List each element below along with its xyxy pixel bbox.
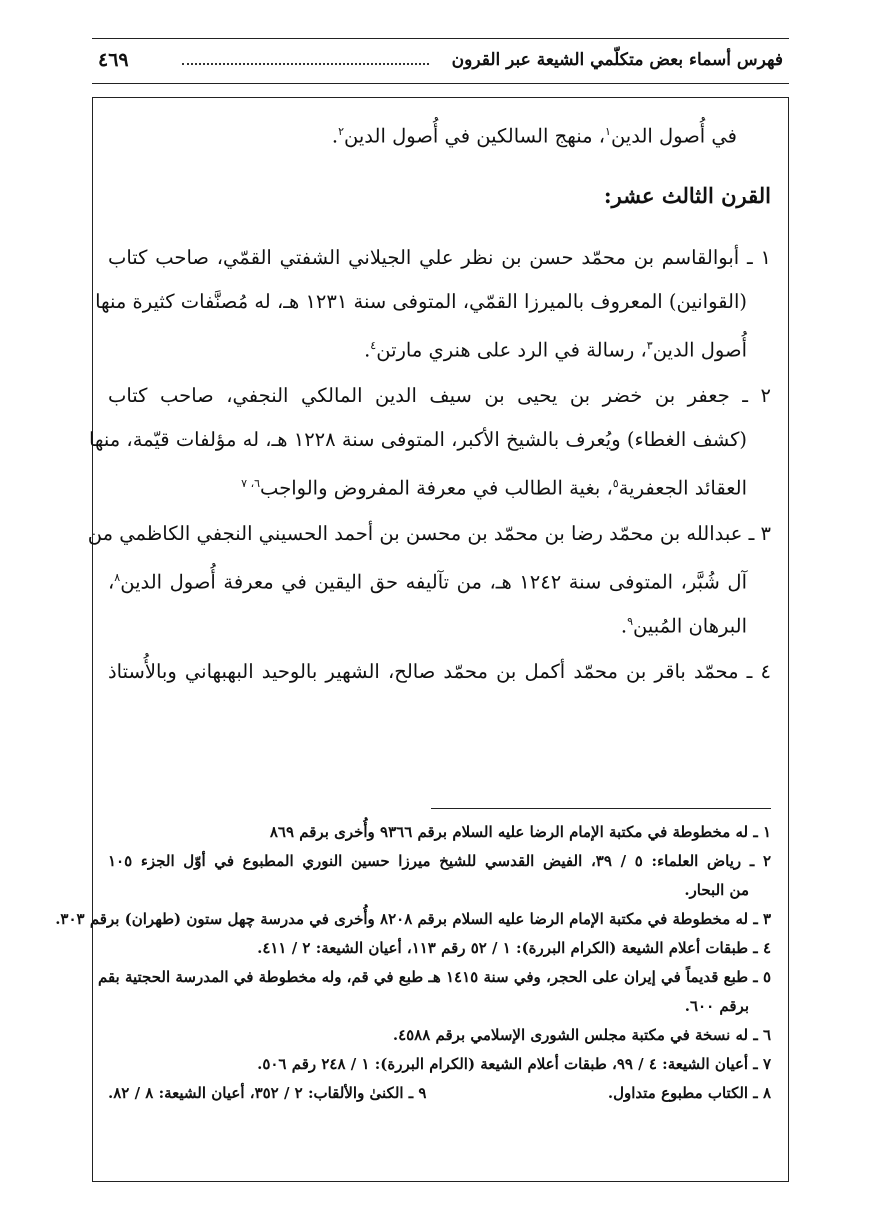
entry-text: . (364, 338, 371, 362)
footnote-7: ٧ ـ أعيان الشيعة: ٤ / ٩٩، طبقات أعلام الشيعة (الكرام البررة): ١ / ٢٤٨ رقم ٥٠٦. (257, 1055, 771, 1073)
entry-line (108, 324, 771, 368)
entry-text: البرهان المُبين (633, 614, 747, 638)
footnote-ref: ٤ (370, 339, 377, 352)
footnote-8: ٨ ـ الكتاب مطبوع متداول. (607, 1084, 771, 1102)
footnote-ref: ٥ (612, 477, 619, 490)
entry-1 (95, 236, 771, 368)
main-text (87, 110, 771, 694)
footnote-separator (431, 808, 771, 809)
entry-text: ، بغية الطالب في معرفة المفروض والواجب (260, 476, 613, 500)
footnote-ref: ٦، ٧ (241, 477, 261, 490)
entry-text: آل شُبَّر، المتوفى سنة ١٢٤٢ هـ، من تآليفه حق اليقين في معرفة أُصول الدين (120, 570, 748, 594)
entry-line: (كشف الغطاء) ويُعرف بالشيخ الأكبر، المتوفى سنة ١٢٢٨ هـ، له مؤلفات قيّمة، منها (88, 428, 747, 451)
footnote-ref: ٢ (338, 125, 345, 138)
entry-4 (108, 650, 771, 694)
entry-line: ٢ ـ جعفر بن خضر بن يحيى بن سيف الدين المالكي النجفي، صاحب كتاب (108, 384, 771, 407)
intro-text: ، منهج السالكين في أُصول الدين (344, 124, 606, 148)
entry-line (108, 462, 771, 506)
footnote-1: ١ ـ له مخطوطة في مكتبة الإمام الرضا عليه السلام برقم ٩٣٦٦ وأُخرى برقم ٨٦٩ (269, 823, 771, 841)
footnote-2-cont: من البحار. (684, 881, 749, 899)
footnote-4: ٤ ـ طبقات أعلام الشيعة (الكرام البررة): ١ / ٥٢ رقم ١١٣، أعيان الشيعة: ٢ / ٤١١. (257, 939, 771, 957)
entry-3 (87, 512, 771, 644)
footnote-3: ٣ ـ له مخطوطة في مكتبة الإمام الرضا عليه السلام برقم ٨٢٠٨ وأُخرى في مدرسة چهل ستون (طهران) برقم ٣٠٣. (55, 910, 771, 928)
header-dot-leader (182, 63, 429, 65)
entry-line: ١ ـ أبوالقاسم بن محمّد حسن بن نظر علي الجيلاني الشفتي القمّي، صاحب كتاب (108, 246, 771, 269)
footnote-row-8-9 (108, 1079, 771, 1108)
intro-text: . (331, 124, 339, 148)
footnote-ref: ٣ (646, 339, 653, 352)
header-title: فهرس أسماء بعض متكلّمي الشيعة عبر القرون (451, 50, 783, 70)
entry-line (108, 556, 771, 600)
entry-line (108, 600, 771, 644)
entry-line: (القوانين) المعروف بالميرزا القمّي، المتوفى سنة ١٢٣١ هـ، له مُصنَّفات كثيرة منها (95, 290, 747, 313)
footnote-ref: ٩ (627, 615, 633, 628)
footnote-9: ٩ ـ الكنىٰ والألقاب: ٢ / ٣٥٢، أعيان الشيعة: ٨ / ٨٢. (108, 1084, 427, 1102)
entry-2 (88, 374, 771, 506)
entry-text: ، رسالة في الرد على هنري مارتن (376, 338, 647, 362)
page-number: ٤٦٩ (98, 49, 129, 71)
footnote-ref: ٨ (114, 571, 121, 584)
footnote-ref: ١ (605, 125, 611, 138)
running-header (92, 38, 789, 84)
entry-line: ٤ ـ محمّد باقر بن محمّد أكمل بن محمّد صالح، الشهير بالوحيد البهبهاني وبالأُستاذ (108, 660, 771, 683)
section-heading: القرن الثالث عشر: (603, 183, 771, 208)
entry-text: . (620, 614, 628, 638)
entry-text: أُصول الدين (652, 338, 747, 362)
entry-line: ٣ ـ عبدالله بن محمّد رضا بن محمّد بن محسن بن أحمد الحسيني النجفي الكاظمي من (87, 522, 771, 545)
footnotes (55, 818, 771, 1108)
intro-text: في أُصول الدين (610, 124, 737, 148)
entry-text: العقائد الجعفرية (618, 476, 747, 500)
footnote-2: ٢ ـ رياض العلماء: ٥ / ٣٩، الفيض القدسي للشيخ ميرزا حسين النوري المطبوع في أوّل الجزء ١٠٥ (108, 852, 771, 870)
footnote-6: ٦ ـ له نسخة في مكتبة مجلس الشورى الإسلامي برقم ٤٥٨٨. (392, 1026, 771, 1044)
entry-text: ، (108, 570, 115, 594)
intro-line (108, 110, 771, 154)
footnote-5: ٥ ـ طبع قديماً في إيران على الحجر، وفي سنة ١٤١٥ هـ طبع في قم، وله مخطوطة في المدرسة الحجتية بقم (97, 968, 771, 986)
footnote-5-cont: برقم ٦٠٠. (684, 997, 749, 1015)
